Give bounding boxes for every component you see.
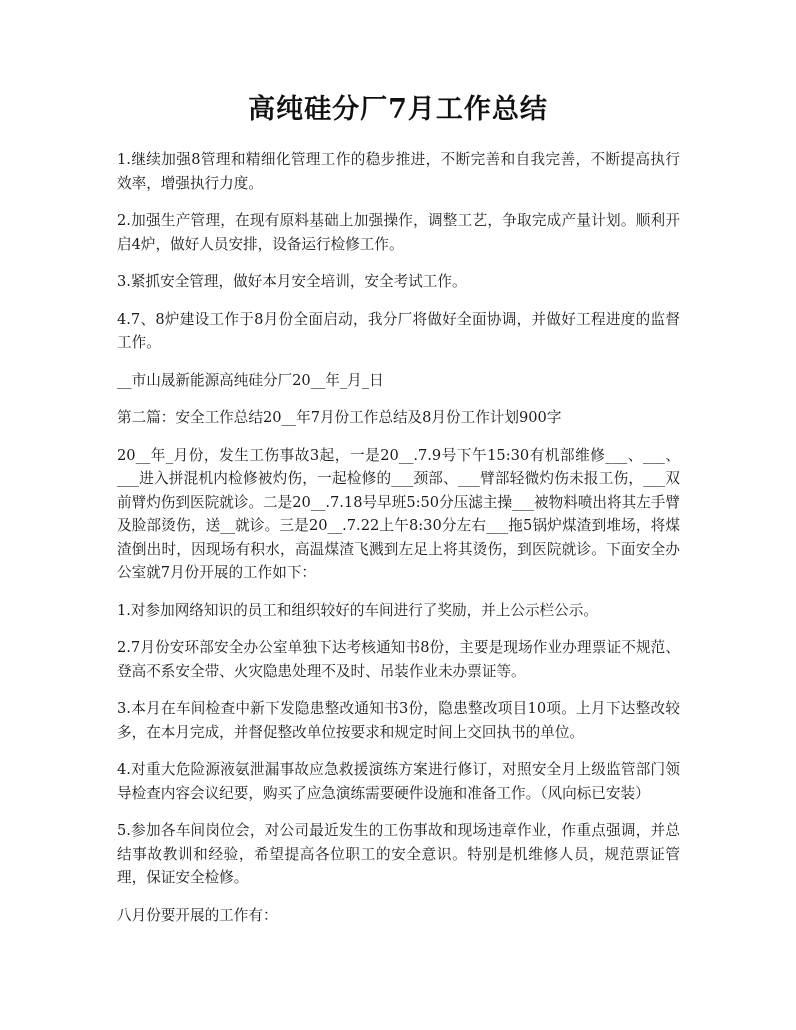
- work-item-5: 5.参加各车间岗位会，对公司最近发生的工伤事故和现场违章作业，作重点强调，并总结事故教训和经验，希望提高各位职工的安全意识。特别是机维修人员，规范票证管理，保证安全检修。: [117, 822, 680, 886]
- section-heading-second: 第二篇：安全工作总结20__年7月份工作总结及8月份工作计划900字: [117, 409, 562, 426]
- work-item-4: 4.对重大危险源液氨泄漏事故应急救援演练方案进行修订，对照安全月上级监管部门领导检查内容会议纪要，购买了应急演练需要硬件设施和准备工作。（风向标已安装）: [117, 761, 680, 802]
- document-body: [117, 148, 680, 941]
- signature-line: __市山晟新能源高纯硅分厂20__年_月_日: [117, 371, 384, 389]
- incident-summary: 20__年_月份，发生工伤事故3起，一是20__.7.9号下午15:30有机部维修___、___、___进入拼混机内检修被灼伤，一起检修的___颈部、___臂部轻微灼伤未报工伤，___双前臂灼伤到医院就诊。二是20__.7.18号早班5:50分压滤主操___被物料喷出将其左手臂及脸部烫伤，送__就诊。三是20__.7.22上午8:30分左右___拖5锅炉煤渣到堆场，将煤渣倒出时，因现场有积水，高温煤渣飞溅到左足上将其烫伤，到医院就诊。下面安全办公室就7月份开展的工作如下：: [117, 446, 680, 581]
- paragraph-1: 1.继续加强8管理和精细化管理工作的稳步推进，不断完善和自我完善，不断提高执行效率，增强执行力度。: [117, 151, 680, 192]
- work-item-2: 2.7月份安环部安全办公室单独下达考核通知书8份，主要是现场作业办理票证不规范、登高不系安全带、火灾隐患处理不及时、吊装作业未办票证等。: [117, 639, 680, 680]
- document-title: 高纯硅分厂7月工作总结: [248, 94, 548, 125]
- paragraph-4: 4.7、8炉建设工作于8月份全面启动，我分厂将做好全面协调，并做好工程进度的监督工作。: [117, 310, 680, 351]
- work-item-1: 1.对参加网络知识的员工和组织较好的车间进行了奖励，并上公示栏公示。: [117, 601, 598, 619]
- paragraph-3: 3.紧抓安全管理，做好本月安全培训，安全考试工作。: [117, 273, 467, 290]
- paragraph-2: 2.加强生产管理，在现有原料基础上加强操作，调整工艺，争取完成产量计划。顺利开启4炉，做好人员安排，设备运行检修工作。: [117, 212, 680, 253]
- work-item-3: 3.本月在车间检查中新下发隐患整改通知书3份，隐患整改项目10项。上月下达整改较多，在本月完成，并督促整改单位按要求和规定时间上交回执书的单位。: [117, 700, 680, 741]
- august-plan-heading: 八月份要开展的工作有：: [117, 906, 278, 924]
